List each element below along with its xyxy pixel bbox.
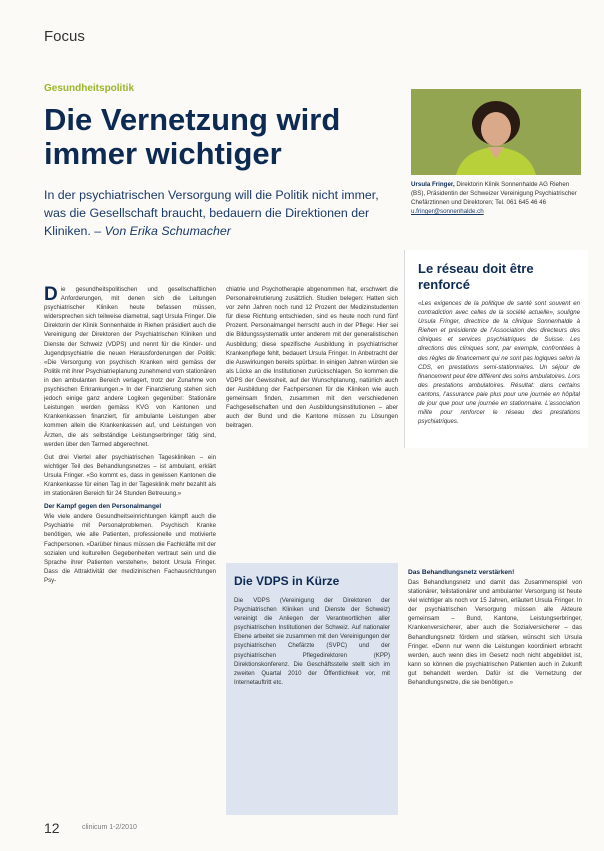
info-box-text [234,596,390,686]
info-box-title: Die VDPS in Kürze [234,574,340,588]
photo-caption [411,180,581,216]
col3-paragraph: Das Behandlungsnetz und damit das Zusammenspiel von stationärer, teilstationärer und ambulanter Versorgung ist heute viel wichtiger als noch vor 15 Jahren, erläutert Ursula Fringer. In der psychiatrischen Versorgung müssen alle Akteure gemeinsam – Bund, Kantone, Leistungserbringer, Krankenversicherer, aber auch die Sozialversicherer – das Behandlungsnetz fördern und stärken, wünscht sich Ursula Fringer. «Denn nur wenn die Leistungen koordiniert erbracht werden, auch wenn dies im Gesetz noch nicht abgebildet ist, kann so können die psychiatrischen Patienten auch in Zukunft gut behandelt werden. Dafür ist die Vernetzung der Behandlungsnetze, die sie benötigen.» [408,579,582,687]
body-paragraph-3: Wie viele andere Gesundheitseinrichtungen kämpft auch die Psychiatrie mit Personalproblemen. Psychisch Kranke benötigen, wie alle Patienten, professionelle und motivierte Fachpersonen. «Darüber hinaus müssen die Fachkräfte mit der sozialen und kulturellen Gegebenheiten vertraut sein und die Sprache ihrer Patienten verstehen», betont Ursula Fringer. Dass die Attraktivität der medizinischen Fachausrichtungen Psy- [44,513,216,584]
portrait-illustration [411,89,581,175]
sidebar-title: Le réseau doit être renforcé [418,261,534,292]
magazine-footer: clinicum 1-2/2010 [82,824,137,831]
caption-text: Direktorin Klinik Sonnenhalde AG Riehen (BS), Präsidentin der Schweizer Vereinigung Psychiatrischer Chefärztinnen und Direktoren; Tel. 061 645 46 46 [411,181,577,206]
page-number: 12 [44,820,60,836]
body-paragraph-col2: chiatrie und Psychotherapie abgenommen hat, erschwert die Personalrekrutierung zusätzlich. Studien belegen: Hatten sich vor zehn Jahren noch rund 12 Prozent der Medizinstudenten für diese Richtung entschieden, sind es heute noch rund fünf Prozent. Personalmangel herrscht auch in der Pflege: Hier sei die Bildungssystematik unter anderem mit der generalistischen Ausbildung; diese spezifische Ausbildung in psychiatrischer Krankenpflege fehlt, bedauert Ursula Fringer. In Anbetracht der die Auswirkungen bereits spürbar. In einigen Jahren würden sie als Lücke an die Institutionen zurückschlagen. So kommen die VDPS der Gewissheit, auf der Wunschplanung, natürlich auch der Ausbildung der Fachpersonen für die Kliniken wie auch gemeinsam finden, zusammen mit den verschiedenen Fachgesellschaften und den Ausbildungsinstitutionen – aber auch der Bund und die Kantone müssen zu Lösungen beitragen. [226,286,398,430]
body-column-3 [408,578,582,818]
caption-email-link[interactable]: u.fringer@sonnenhalde.ch [411,208,484,215]
body-column-2 [226,285,398,463]
body-paragraph-1: ie gesundheitspolitischen und gesellschaftlichen Anforderungen, mit denen sich die Leitungen psychiatrischer Kliniken heute befassen müssen, widersprechen sich teilweise diametral, sagt Ursula Fringer. Die Direktorin der Klinik Sonnenhalde in Riehen präsidiert auch die Vereinigung der Direktoren der Psychiatrischen Kliniken und Dienste der Schweiz (VDPS) und nennt für die Kinder- und Jugendpsychiatrie die neuen Herausforderungen der Politik: «Die Versorgung von psychisch Kranken wird gemäss der Politik mit ihrer Psychiatrieplanung zunehmend vom stationären in den ambulanten Bereich verlagert, trotz der Zunahme von psychischen Erkrankungen.» In der Finanzierung stehen sich jedoch einige ganz andere Logiken gegenüber: Stationäre Leistungen werden gemäss KVG von Kantonen und Krankenkassen finanziert, für ambulante Leistungen aber kommen allein die Krankenkassen auf, und Leistungen von Ärzten, die als selbständige Leistungserbringer tätig sind, werden über den Tarmed abgerechnet. [44,286,216,448]
drop-cap: D [44,285,58,305]
body-subhead: Der Kampf gegen den Personalmangel [44,503,162,511]
article-author: Von Erika Schumacher [104,224,231,238]
body-paragraph-2: Gut drei Viertel aller psychiatrischen Tageskliniken – ein wichtiger Teil des Behandlungsnetzes – ist ambulant, erklärt Ursula Fringer. «So kommt es, dass in gewissen Kantonen die Krankenkasse für einen Tag in der Tagesklinik mehr bezahlt als im stationären Bereich für 24 Stunden Betreuung.» [44,453,216,498]
col3-title: Das Behandlungsnetz verstärken! [408,569,515,576]
info-box-paragraph: Die VDPS (Vereinigung der Direktoren der Psychiatrischen Kliniken und Dienste der Schweiz) vereinigt die Anliegen der Verantwortlichen aller psychiatrischen Institutionen der Schweiz. Auf nationaler Ebene arbeitet sie zusammen mit den Vereinigungen der psychiatrischen Chefärzte (SVPC) und der psychiatrischen Pflegedirektoren (KPP) Direktionskonferenz. Die Geschäftsstelle stellt sich im zweiten Quartal 2010 der Öffentlichkeit vor, mit Internetauftritt etc. [234,597,390,686]
sidebar-text [418,299,580,444]
article-kicker: Gesundheitspolitik [44,83,135,94]
section-label: Focus [44,28,85,45]
body-column-1 [44,285,216,851]
portrait-photo [411,89,581,175]
caption-name: Ursula Fringer, [411,181,455,188]
article-lead [44,186,404,240]
sidebar-paragraph: «Les exigences de la politique de santé sont souvent en contradiction avec celles de la société actuelle», souligne Ursula Fringer, directrice de la clinique Sonnenhalde à Riehen et présidente de l’Association des directeurs des cliniques et services psychiatriques de Suisse. Les directions des cliniques sont, par exemple, confrontées à des règles de financement qui ne sont pas logiques selon la CDS, en prestations semi-stationnaires. Un séjour de financement peut être différent des soins ambulatoires. Lors des prestations ambulatoires. Résultat: dans certains cantons, l’assurance paie plus pour une journée en hôpital de jour que pour une journée en stationnaire. L’association milite pour renforcer le réseau des prestations psychiatriques. [418,300,580,426]
article-title: Die Vernetzung wird immer wichtiger [44,102,341,171]
lead-text: In der psychiatrischen Versorgung will die Politik nicht immer, was die Gesellschaft braucht, bedauern die Direktionen der Kliniken. – [44,188,379,238]
